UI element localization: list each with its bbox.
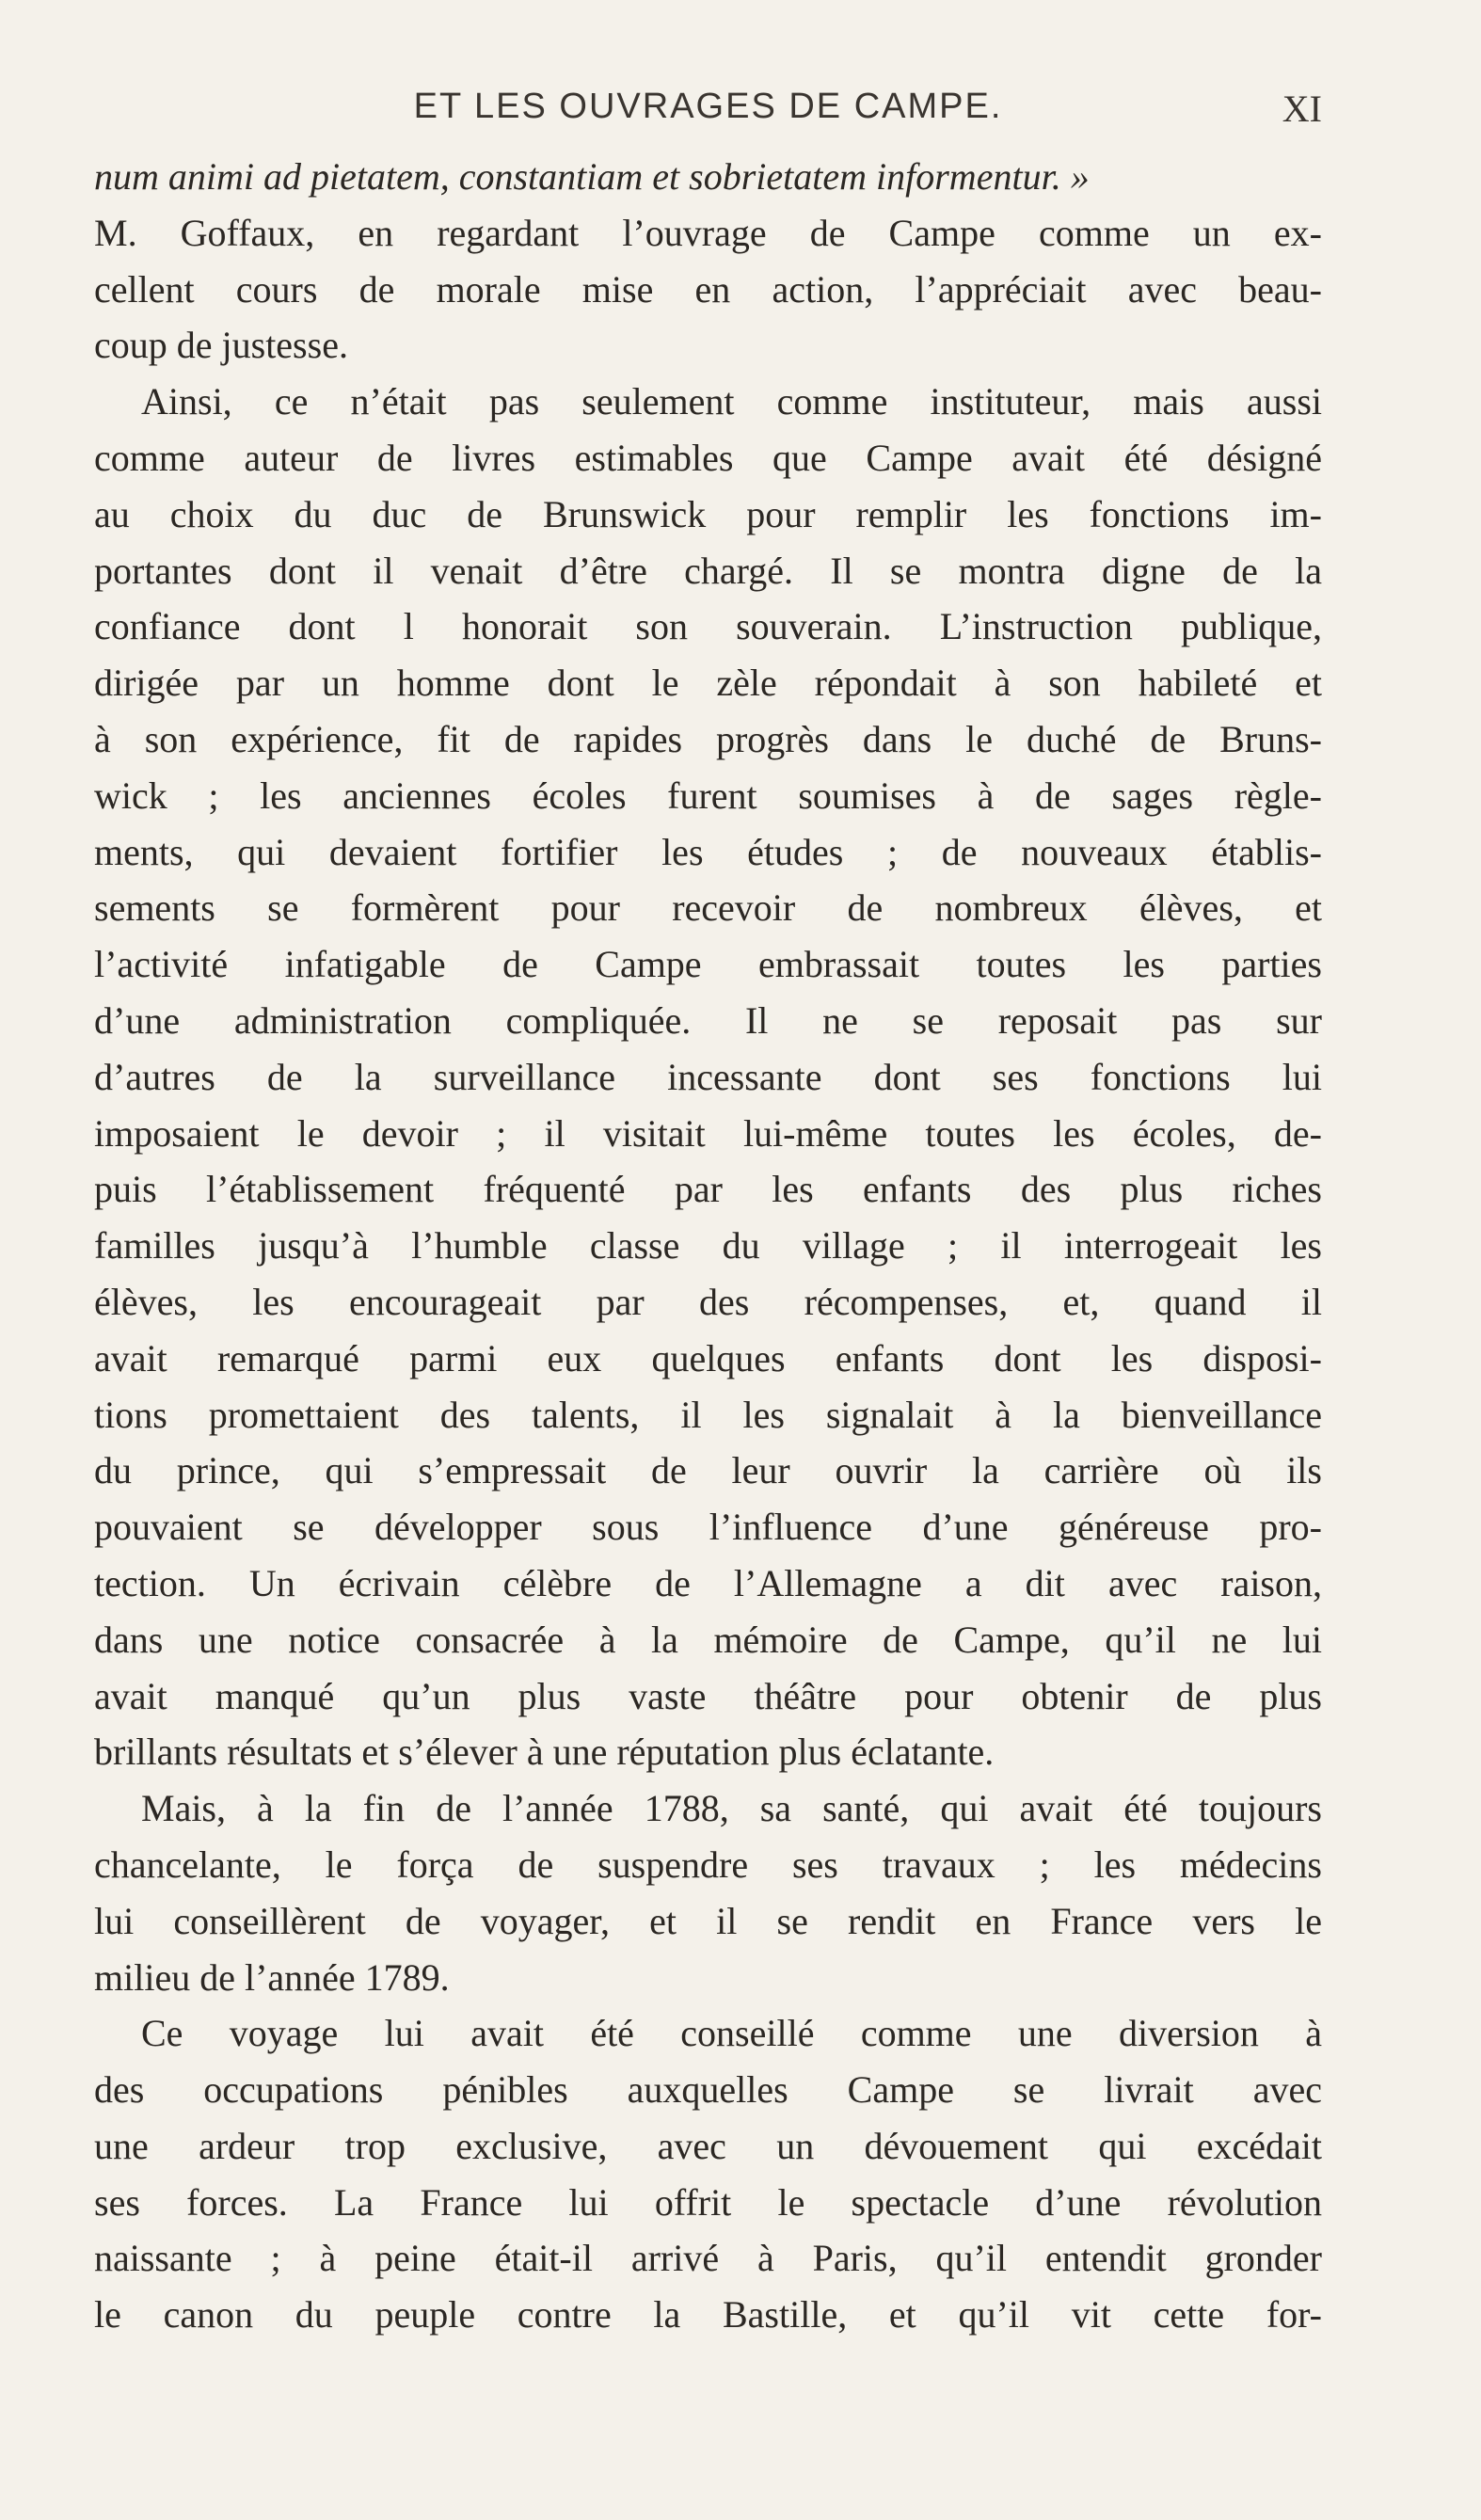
running-head [94, 87, 1322, 143]
text-line: l’activité infatigable de Campe embrassait toutes les parties [94, 943, 1322, 986]
text-line: coup de justesse. [94, 324, 348, 367]
text-line: dirigée par un homme dont le zèle répondait à son habileté et [94, 662, 1322, 705]
text-line: chancelante, le força de suspendre ses travaux ; les médecins [94, 1842, 1322, 1886]
body-text [94, 149, 1322, 2343]
text-line: ments, qui devaient fortifier les études ; de nouveaux établis- [94, 830, 1322, 873]
text-line: portantes dont il venait d’être chargé. Il se montra digne de la [94, 549, 1322, 592]
text-line: familles jusqu’à l’humble classe du village ; il interrogeait les [94, 1224, 1322, 1268]
text-line: d’autres de la surveillance incessante dont ses fonctions lui [94, 1055, 1322, 1098]
text-line: avait manqué qu’un plus vaste théâtre pour obtenir de plus [94, 1674, 1322, 1717]
text-line: pouvaient se développer sous l’influence d’une généreuse pro- [94, 1506, 1322, 1549]
text-line: au choix du duc de Brunswick pour remplir les fonctions im- [94, 492, 1322, 535]
text-line: tection. Un écrivain célèbre de l’Allemagne a dit avec raison, [94, 1561, 1322, 1604]
text-line: Ce voyage lui avait été conseillé comme une diversion à [141, 2012, 1322, 2055]
text-line: des occupations pénibles auxquelles Campe se livrait avec [94, 2068, 1322, 2112]
text-line: avait remarqué parmi eux quelques enfants dont les disposi- [94, 1336, 1322, 1380]
text-line: num animi ad pietatem, constantiam et sobrietatem informentur. » [94, 155, 1090, 198]
text-line: tions promettaient des talents, il les signalait à la bienveillance [94, 1393, 1322, 1436]
text-line: puis l’établissement fréquenté par les enfants des plus riches [94, 1168, 1322, 1211]
text-line: imposaient le devoir ; il visitait lui-même toutes les écoles, de- [94, 1111, 1322, 1155]
text-line: milieu de l’année 1789. [94, 1955, 450, 1999]
text-line: à son expérience, fit de rapides progrès dans le duché de Bruns- [94, 717, 1322, 760]
text-line: wick ; les anciennes écoles furent soumises à de sages règle- [94, 774, 1322, 817]
text-line: dans une notice consacrée à la mémoire de Campe, qu’il ne lui [94, 1618, 1322, 1661]
text-line: comme auteur de livres estimables que Campe avait été désigné [94, 436, 1322, 479]
page-number: XI [1282, 88, 1322, 130]
text-line: sements se formèrent pour recevoir de nombreux élèves, et [94, 886, 1322, 930]
text-line: brillants résultats et s’élever à une réputation plus éclatante. [94, 1731, 995, 1774]
text-line: lui conseillèrent de voyager, et il se rendit en France vers le [94, 1899, 1322, 1942]
text-line: d’une administration compliquée. Il ne se reposait pas sur [94, 998, 1322, 1042]
text-line: Mais, à la fin de l’année 1788, sa santé, qui avait été toujours [141, 1787, 1322, 1830]
text-line: confiance dont l honorait son souverain. L’instruction publique, [94, 605, 1322, 648]
text-line: du prince, qui s’empressait de leur ouvrir la carrière où ils [94, 1449, 1322, 1492]
running-title: ET LES OUVRAGES DE CAMPE. [413, 87, 1003, 126]
text-line: une ardeur trop exclusive, avec un dévouement qui excédait [94, 2124, 1322, 2167]
text-line: ses forces. La France lui offrit le spectacle d’une révolution [94, 2180, 1322, 2224]
text-line: le canon du peuple contre la Bastille, et qu’il vit cette for- [94, 2293, 1322, 2337]
text-line: naissante ; à peine était-il arrivé à Paris, qu’il entendit gronder [94, 2237, 1322, 2280]
text-line: M. Goffaux, en regardant l’ouvrage de Campe comme un ex- [94, 211, 1322, 254]
text-line: Ainsi, ce n’était pas seulement comme instituteur, mais aussi [141, 380, 1322, 423]
text-line: élèves, les encourageait par des récompenses, et, quand il [94, 1280, 1322, 1323]
text-line: cellent cours de morale mise en action, l’appréciait avec beau- [94, 267, 1322, 311]
